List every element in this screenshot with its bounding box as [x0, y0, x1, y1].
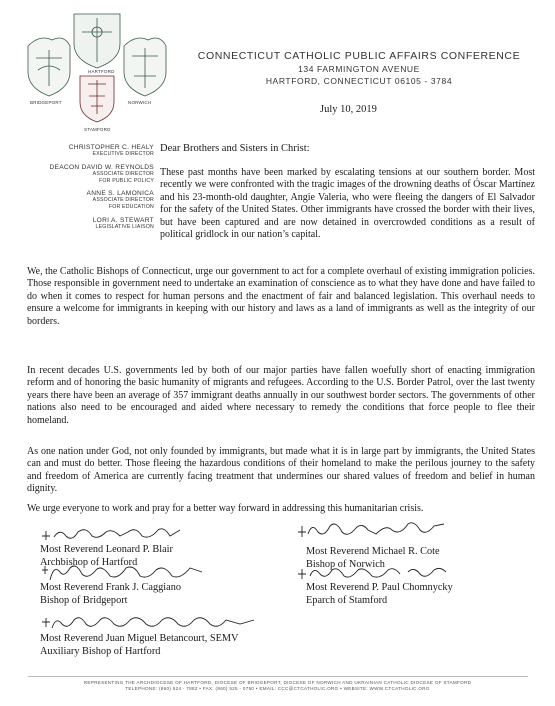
- staff-member: [14, 144, 154, 158]
- bridgeport-seal-icon: [28, 38, 70, 96]
- staff-name: CHRISTOPHER C. HEALY: [68, 144, 154, 151]
- staff-role: EXECUTIVE DIRECTOR: [92, 151, 154, 157]
- staff-member: [14, 190, 154, 211]
- signer-name: Most Reverend Leonard P. Blair: [40, 544, 173, 555]
- seal-label-norwich: NORWICH: [128, 100, 152, 105]
- handwritten-signature: [40, 522, 190, 542]
- signer-name: Most Reverend Juan Miguel Betancourt, SEMV: [40, 633, 239, 644]
- staff-member: [14, 164, 154, 185]
- staff-name: LORI A. STEWART: [92, 216, 154, 224]
- salutation: Dear Brothers and Sisters in Christ:: [160, 143, 310, 154]
- signature-block: [40, 612, 238, 658]
- staff-member: [14, 217, 154, 231]
- paragraph: We urge everyone to work and pray for a better way forward in addressing this humanitarian crisis.: [27, 503, 424, 514]
- signer-name: Most Reverend Michael R. Cote: [306, 546, 440, 557]
- footer: [20, 680, 535, 693]
- org-address-line1: 134 FARMINGTON AVENUE: [298, 64, 420, 74]
- seal-label-bridgeport: BRIDGEPORT: [30, 100, 62, 105]
- signer-name: Most Reverend P. Paul Chomnycky: [306, 582, 453, 593]
- letterhead: [184, 50, 534, 86]
- signer-name: Most Reverend Frank J. Caggiano: [40, 582, 181, 593]
- paragraph: In recent decades U.S. governments led by both of our major parties have fallen woefully short of enacting immigration reform and of honoring the basic humanity of migrants and refugees. According to the U.S. Border Patrol, over the last twenty years there have been an average of 357 immigrant deaths annually in our southwest border sectors. The governments of other nations also need to be encouraged and aided where necessary to remedy the conditions that force people to flee their homeland.: [27, 365, 535, 426]
- letter-date: July 10, 2019: [320, 104, 377, 115]
- staff-role: ASSOCIATE DIRECTOR: [92, 197, 154, 204]
- staff-role: ASSOCIATE DIRECTOR: [92, 170, 154, 177]
- staff-role: LEGISLATIVE LIAISON: [95, 223, 154, 230]
- stamford-seal-icon: [80, 76, 114, 122]
- signer-title: Eparch of Stamford: [306, 594, 388, 606]
- handwritten-signature: [40, 562, 210, 584]
- norwich-seal-icon: [124, 38, 166, 96]
- handwritten-signature: [296, 562, 466, 584]
- paragraph: As one nation under God, not only founded by immigrants, but made what it is in large part by immigrants, the United States can and must do better. Those fleeing the hazardous conditions of their homeland to make the perilous journey to the safety and freedom of America are currently facing treatment that undermines our shared values of freedom and belief in human dignity.: [27, 446, 535, 495]
- seal-label-hartford: HARTFORD: [88, 69, 115, 74]
- org-address-line2: HARTFORD, CONNECTICUT 06105 - 3784: [265, 76, 453, 87]
- staff-list: [14, 144, 154, 237]
- signature-block: [306, 562, 453, 607]
- footer-line1: REPRESENTING THE ARCHDIOCESE OF HARTFORD, DIOCESE OF BRIDGEPORT, DIOCESE OF NORWICH AND UKRAINIAN CATHOLIC DIOCESE OF STAMFORD: [83, 680, 472, 685]
- seal-label-stamford: STAMFORD: [84, 127, 111, 132]
- signer-title: Bishop of Norwich: [306, 558, 385, 570]
- handwritten-signature: [296, 518, 456, 540]
- org-name: CONNECTICUT CATHOLIC PUBLIC AFFAIRS CONFERENCE: [197, 50, 521, 62]
- paragraph: We, the Catholic Bishops of Connecticut, urge our government to act for a complete overhaul of existing immigration policies. Those responsible in government need to undertake an examination of conscience as to what they have done and have failed to do when it comes to respect for human persons and the enactment of fair and balanced legislation. This overhaul needs to ensure a welcome for immigrants in keeping with our history and laws as a land of immigrants as well as the integrity of our borders.: [27, 266, 535, 327]
- signer-title: Auxiliary Bishop of Hartford: [40, 645, 161, 657]
- footer-line2: TELEPHONE: (860) 524 - 7882 • FAX: (860) 525 - 0750 • EMAIL: CCC@CTCATHOLIC.ORG • WEBSITE: WWW.CTCATHOLIC.ORG: [125, 686, 430, 692]
- signer-title: Archbishop of Hartford: [40, 556, 138, 568]
- signature-block: [40, 562, 181, 607]
- handwritten-signature: [40, 612, 270, 634]
- hartford-seal-icon: [74, 14, 120, 68]
- paragraph: These past months have been marked by escalating tensions at our southern border. Most recently we were confronted with the tragic images of the drowning deaths of Óscar Martínez and his 23-month-old daughter, Angie Valeria, who were fleeing the dangers of El Salvador for the safety of the United States. Other immigrants have crossed the border with their lives, but have been captured and are now detained in overcrowded conditions as a result of political gridlock in our nation’s capital.: [160, 167, 535, 241]
- staff-role: FOR EDUCATION: [108, 204, 154, 210]
- staff-role: FOR PUBLIC POLICY: [99, 177, 154, 184]
- staff-name: ANNE S. LAMONICA: [86, 190, 154, 198]
- footer-divider: [28, 676, 528, 677]
- staff-name: DEACON DAVID W. REYNOLDS: [49, 163, 154, 171]
- signer-title: Bishop of Bridgeport: [40, 594, 128, 606]
